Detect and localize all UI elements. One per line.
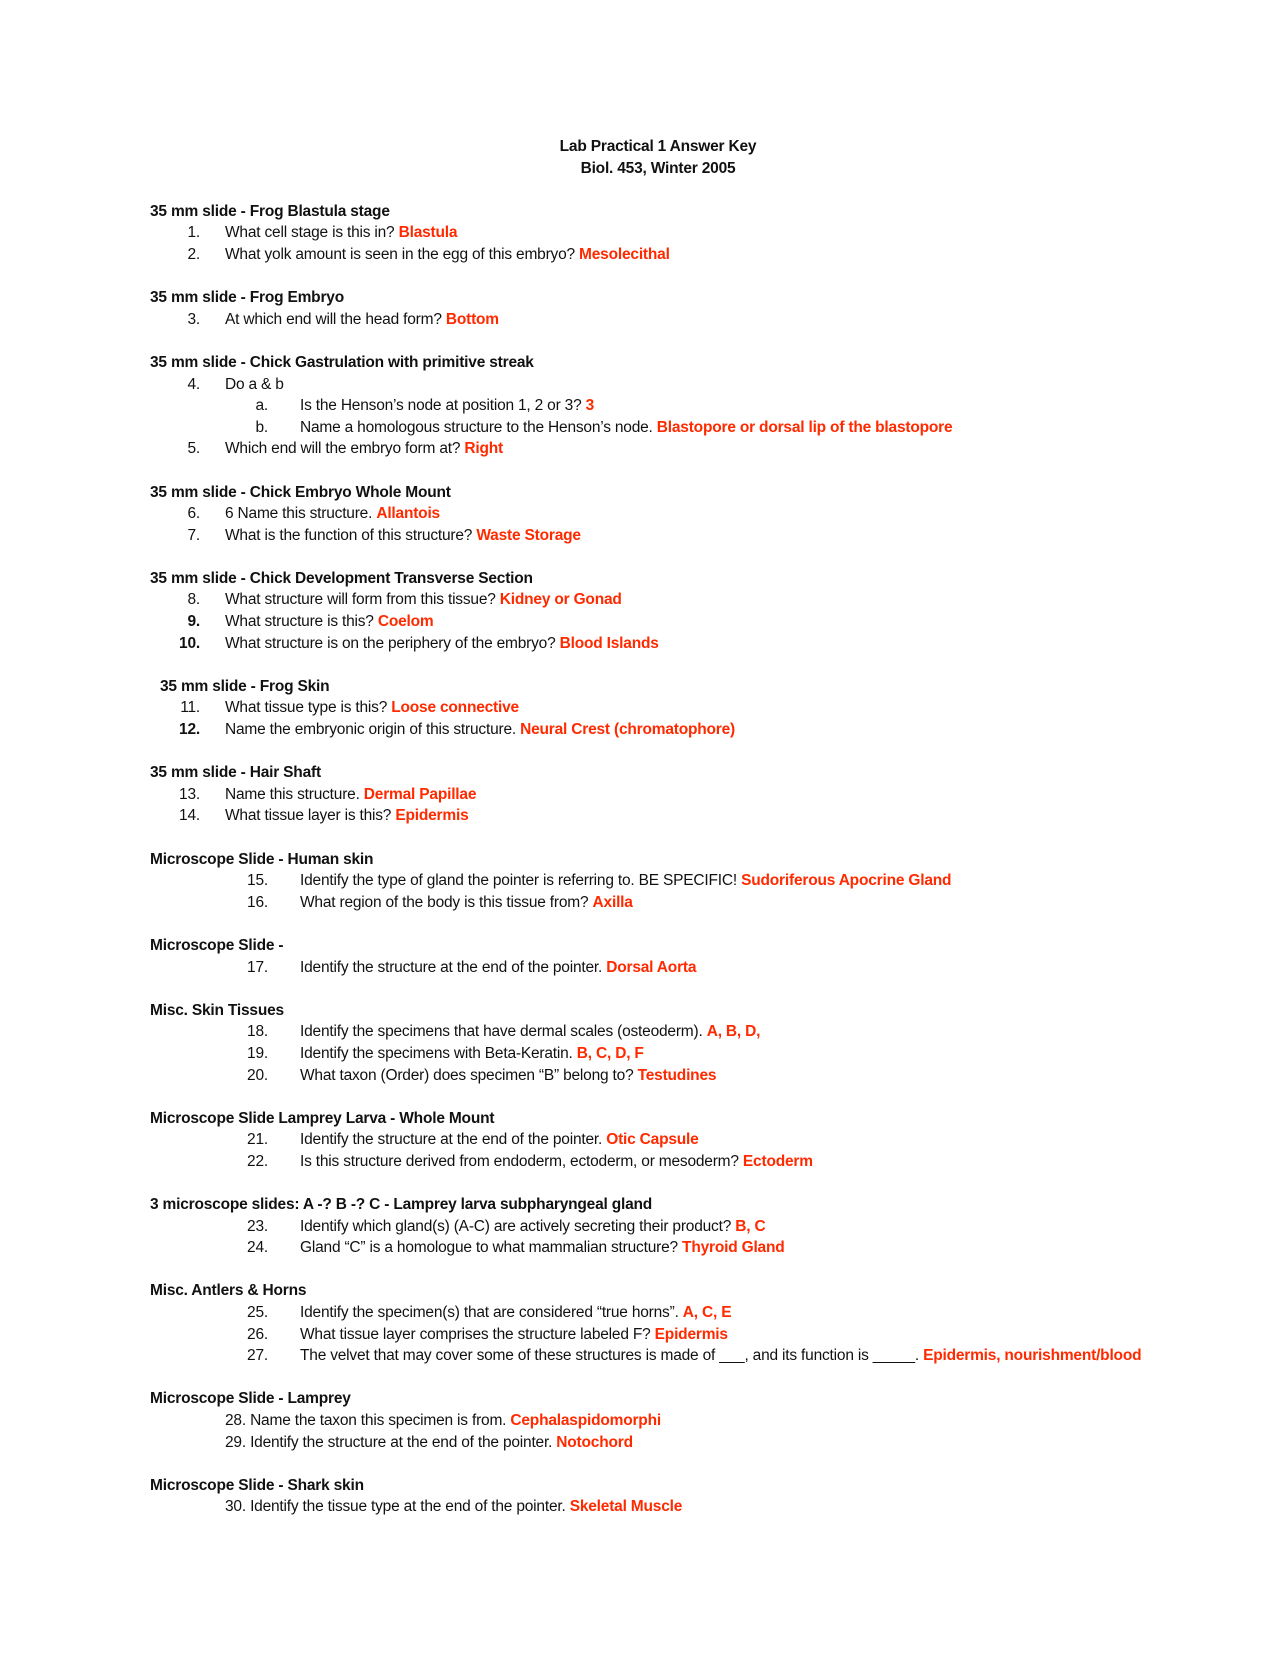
question-text: What structure will form from this tissue?: [225, 591, 496, 609]
answer-text: A, B, D,: [706, 1023, 761, 1041]
section-title: 35 mm slide - Hair Shaft: [150, 764, 321, 782]
question-body: [150, 311, 499, 328]
question-line: [150, 697, 1230, 719]
section: [150, 762, 1230, 827]
question-line: [150, 438, 1230, 460]
question-body: [150, 591, 622, 608]
document-subtitle: Biol. 453, Winter 2005: [580, 159, 736, 177]
question-line: [150, 784, 1230, 806]
section: [150, 287, 1230, 330]
answer-text: Coelom: [377, 613, 434, 631]
answer-text: 3: [585, 397, 595, 415]
question-text: Name a homologous structure to the Henson’s node.: [300, 418, 653, 436]
question-text: Name the embryonic origin of this structure.: [225, 721, 516, 739]
question-text: What tissue type is this?: [225, 699, 388, 717]
question-number: 4.: [187, 375, 200, 393]
question-line: [150, 1496, 1230, 1518]
question-line: [150, 611, 1230, 633]
question-text: What region of the body is this tissue from?: [300, 893, 589, 911]
question-text: Which end will the embryo form at?: [225, 440, 461, 458]
answer-text: Bottom: [445, 310, 499, 328]
answer-text: Right: [464, 440, 503, 458]
question-text: What yolk amount is seen in the egg of this embryo?: [225, 245, 575, 263]
answer-text: Dermal Papillae: [363, 785, 477, 803]
section-title: 35 mm slide - Frog Embryo: [150, 289, 344, 307]
question-text: Identify the specimens with Beta-Keratin.: [300, 1044, 573, 1062]
question-line: [150, 957, 1230, 979]
question-text: Identify the structure at the end of the pointer.: [250, 1433, 553, 1451]
answer-text: Blood Islands: [559, 634, 659, 652]
question-number: 20.: [247, 1066, 268, 1084]
answer-text: Waste Storage: [476, 526, 581, 544]
question-body: [150, 419, 952, 436]
question-line: [150, 892, 1230, 914]
answer-text: Neural Crest (chromatophore): [520, 721, 735, 739]
question-line: [150, 1065, 1230, 1087]
answer-text: Allantois: [376, 505, 440, 523]
question-text: Gland “C” is a homologue to what mammalian structure?: [300, 1239, 678, 1257]
question-body: [150, 1498, 682, 1515]
document-title: Lab Practical 1 Answer Key: [559, 138, 757, 155]
section: [150, 482, 1230, 547]
question-line: [150, 374, 1230, 396]
question-number: 11.: [180, 699, 200, 717]
question-line: [150, 244, 1230, 266]
question-body: [150, 699, 519, 716]
document-header: [100, 136, 1100, 179]
question-body: [150, 246, 670, 263]
question-line: [150, 719, 1230, 741]
question-number: 9.: [187, 613, 200, 631]
section-title: 35 mm slide - Frog Skin: [160, 677, 330, 695]
section: [150, 1000, 1230, 1086]
question-text: Identify which gland(s) (A-C) are actively secreting their product?: [300, 1217, 732, 1235]
question-number: 18.: [247, 1023, 268, 1041]
question-number: 6.: [187, 505, 200, 523]
section: [150, 1280, 1230, 1366]
question-text: At which end will the head form?: [225, 310, 442, 328]
answer-text: Notochord: [556, 1433, 633, 1451]
question-number: 28.: [225, 1412, 246, 1430]
answer-text: Loose connective: [391, 699, 519, 717]
question-line: [150, 309, 1230, 331]
section-title: 35 mm slide - Frog Blastula stage: [150, 202, 390, 220]
question-text: What tissue layer comprises the structure labeled F?: [300, 1325, 651, 1343]
section-title: Microscope Slide Lamprey Larva - Whole Mount: [150, 1109, 495, 1127]
answer-text: Epidermis: [395, 807, 469, 825]
answer-text: B, C: [735, 1217, 766, 1235]
question-number: 25.: [247, 1304, 268, 1322]
section-title: Microscope Slide -: [150, 936, 284, 954]
question-number: 26.: [247, 1325, 268, 1343]
question-number: 17.: [247, 958, 268, 976]
section-title: Microscope Slide - Shark skin: [150, 1476, 364, 1494]
section-title: Microscope Slide - Human skin: [150, 850, 374, 868]
question-text: Identify the specimen(s) that are considered “true horns”.: [300, 1304, 679, 1322]
section-title: 3 microscope slides: A -? B -? C - Lamprey larva subpharyngeal gland: [150, 1196, 653, 1214]
section-title: 35 mm slide - Chick Development Transverse Section: [150, 569, 533, 587]
question-number: 15.: [247, 872, 268, 890]
answer-text: Thyroid Gland: [682, 1239, 785, 1257]
answer-text: Sudoriferous Apocrine Gland: [741, 872, 952, 890]
question-line: [150, 870, 1230, 892]
question-number: 12.: [179, 721, 200, 739]
question-line: [150, 633, 1230, 655]
sections-container: [150, 201, 1230, 1518]
answer-text: Epidermis: [654, 1325, 728, 1343]
question-line: [150, 1432, 1230, 1454]
answer-text: Blastopore or dorsal lip of the blastopore: [656, 418, 953, 436]
question-text: Is the Henson’s node at position 1, 2 or 3?: [300, 397, 582, 415]
section: [150, 676, 1230, 741]
question-number: 21.: [247, 1131, 268, 1149]
section: [150, 352, 1230, 460]
section: [150, 935, 1230, 978]
question-body: [150, 872, 951, 889]
question-line: [150, 1324, 1230, 1346]
question-text: Name this structure.: [225, 785, 360, 803]
question-line: [150, 1345, 1230, 1367]
answer-text: B, C, D, F: [576, 1044, 644, 1062]
question-line: [150, 525, 1230, 547]
question-line: [150, 1151, 1230, 1173]
question-number: 1.: [187, 224, 200, 242]
question-line: [150, 589, 1230, 611]
answer-text: A, C, E: [682, 1304, 732, 1322]
question-number: 19.: [247, 1044, 268, 1062]
answer-key-document: [150, 136, 1230, 1518]
question-text: Do a & b: [225, 375, 284, 393]
section: [150, 201, 1230, 266]
question-number: 5.: [187, 440, 200, 458]
question-number: 30.: [225, 1498, 246, 1516]
question-text: Identify the structure at the end of the pointer.: [300, 1131, 603, 1149]
question-number: 23.: [247, 1217, 268, 1235]
question-line: [150, 805, 1230, 827]
question-text: The velvet that may cover some of these structures is made of ___, and its function is _____.: [300, 1347, 919, 1365]
question-number: 13.: [179, 785, 200, 803]
section-title: 35 mm slide - Chick Gastrulation with primitive streak: [150, 353, 534, 371]
question-line: [150, 395, 1230, 417]
question-text: What cell stage is this in?: [225, 224, 395, 242]
section: [150, 568, 1230, 654]
question-text: Name the taxon this specimen is from.: [250, 1412, 507, 1430]
question-number: 2.: [187, 245, 200, 263]
question-text: What tissue layer is this?: [225, 807, 392, 825]
question-line: [150, 1043, 1230, 1065]
answer-text: Mesolecithal: [579, 245, 670, 263]
section: [150, 1108, 1230, 1173]
question-body: [150, 1347, 1141, 1364]
question-number: 27.: [247, 1347, 268, 1365]
answer-text: Otic Capsule: [606, 1131, 699, 1149]
question-number: 29.: [225, 1433, 246, 1451]
question-line: [150, 1216, 1230, 1238]
answer-text: Cephalaspidomorphi: [510, 1412, 661, 1430]
answer-text: Skeletal Muscle: [569, 1498, 683, 1516]
answer-text: Blastula: [398, 224, 458, 242]
question-line: [150, 1129, 1230, 1151]
question-number: 24.: [247, 1239, 268, 1257]
section: [150, 1194, 1230, 1259]
question-line: [150, 1021, 1230, 1043]
question-number: 10.: [179, 634, 200, 652]
section-title: Misc. Skin Tissues: [150, 1001, 284, 1019]
question-text: What is the function of this structure?: [225, 526, 473, 544]
question-body: [150, 440, 503, 457]
answer-text: Epidermis, nourishment/blood: [923, 1347, 1142, 1365]
question-text: Identify the tissue type at the end of the pointer.: [250, 1498, 566, 1516]
section: [150, 849, 1230, 914]
question-body: [150, 721, 735, 738]
section: [150, 1475, 1230, 1518]
answer-text: Testudines: [637, 1066, 717, 1084]
section: [150, 1388, 1230, 1453]
question-number: b.: [255, 418, 268, 436]
answer-text: Kidney or Gonad: [499, 591, 622, 609]
question-text: 6 Name this structure.: [225, 505, 373, 523]
question-text: What taxon (Order) does specimen “B” belong to?: [300, 1066, 634, 1084]
question-body: [150, 635, 659, 652]
question-text: Is this structure derived from endoderm, ectoderm, or mesoderm?: [300, 1152, 739, 1170]
question-text: What structure is on the periphery of the embryo?: [225, 634, 556, 652]
question-number: 16.: [247, 893, 268, 911]
question-line: [150, 417, 1230, 439]
question-text: Identify the structure at the end of the pointer.: [300, 958, 603, 976]
question-line: [150, 503, 1230, 525]
question-line: [150, 1302, 1230, 1324]
question-number: 3.: [187, 310, 200, 328]
section-title: 35 mm slide - Chick Embryo Whole Mount: [150, 483, 451, 501]
section-title: Misc. Antlers & Horns: [150, 1282, 307, 1300]
answer-text: Dorsal Aorta: [606, 958, 697, 976]
question-number: 8.: [187, 591, 200, 609]
question-body: [150, 1434, 633, 1451]
question-number: 14.: [179, 807, 200, 825]
answer-text: Axilla: [592, 893, 633, 911]
question-text: Identify the specimens that have dermal scales (osteoderm).: [300, 1023, 703, 1041]
question-text: Identify the type of gland the pointer is referring to. BE SPECIFIC!: [300, 872, 737, 890]
question-number: 22.: [247, 1152, 268, 1170]
question-number: a.: [255, 397, 268, 415]
question-number: 7.: [187, 526, 200, 544]
question-body: [150, 527, 581, 544]
question-line: [150, 1410, 1230, 1432]
section-title: Microscope Slide - Lamprey: [150, 1390, 351, 1408]
question-line: [150, 222, 1230, 244]
question-body: [150, 1412, 661, 1429]
question-line: [150, 1237, 1230, 1259]
answer-text: Ectoderm: [742, 1152, 813, 1170]
question-text: What structure is this?: [225, 613, 374, 631]
